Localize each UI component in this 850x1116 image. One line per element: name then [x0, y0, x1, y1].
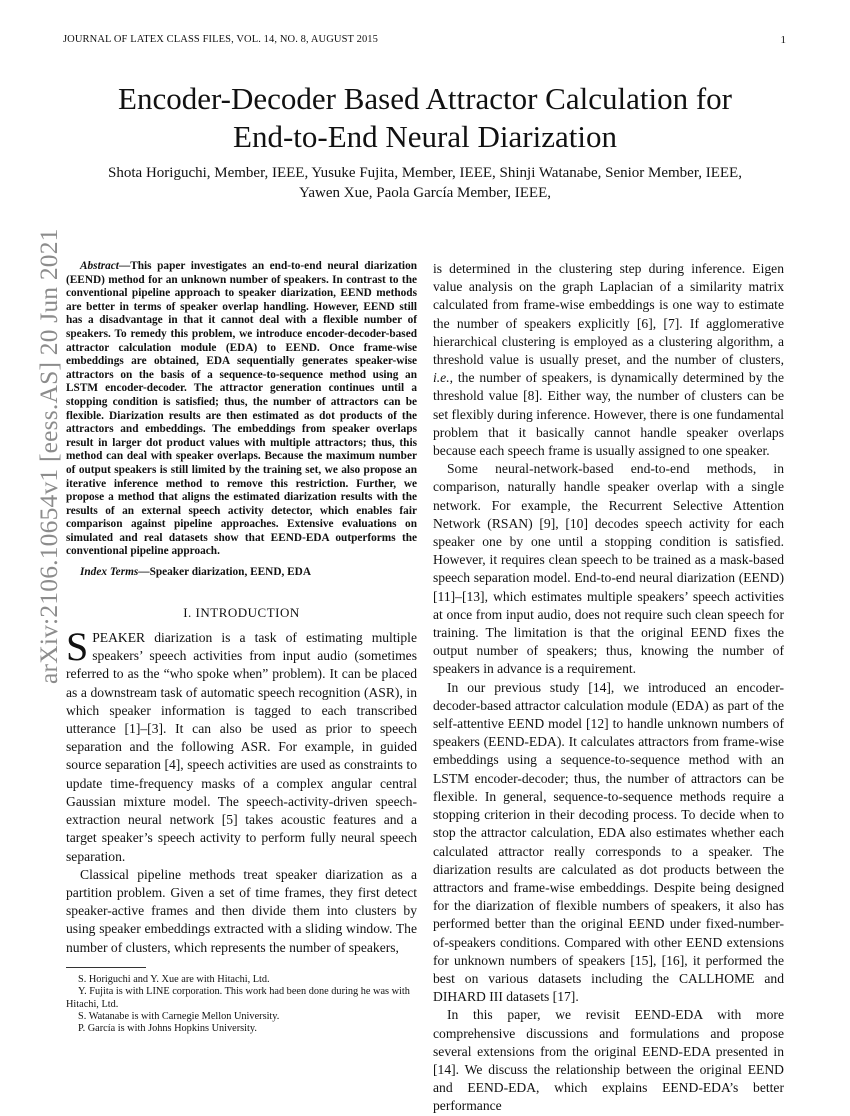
page-number: 1 [780, 34, 786, 46]
intro-paragraph-3: Some neural-network-based end-to-end methods, in comparison, naturally handle speaker overlap with a single network. For example, the Recurrent Selective Attention Network (RSAN) [9], [10] decodes speech activity for each speaker one by one until a stopping condition is satisfied. However, it requires clean speech to be trained as a mask-based speech separation model. End-to-end neural diarization (EEND) [11]–[13], which estimates multiple speakers’ speech activities at once from input audio, does not require such clean speech for training. The limitation is that the original EEND fixes the output number of speakers; thus, knowing the number of speakers in advance is a requirement. [433, 461, 784, 677]
arxiv-identifier-stamp [34, 228, 66, 684]
left-column [66, 260, 417, 1036]
authors-line-2: Yawen Xue, Paola García Member, IEEE, [299, 185, 551, 201]
paragraph-text: , the number of speakers, is dynamically determined by the threshold value [8]. Either way, the number of clusters can be set flexibly during inference. However, there is one fundamental problem that it basically cannot handle speaker overlaps because each speech frame is usually assigned to one speaker. [433, 370, 784, 459]
footnote-affiliation: Y. Fujita is with LINE corporation. This work had been done during he was with Hitachi, Ltd. [66, 986, 410, 1010]
author-list [60, 163, 790, 203]
section-heading-introduction: I. INTRODUCTION [183, 605, 300, 621]
footnotes [66, 974, 417, 1036]
footnote-affiliation: S. Horiguchi and Y. Xue are with Hitachi, Ltd. [78, 973, 270, 985]
authors-line-1: Shota Horiguchi, Member, IEEE, Yusuke Fujita, Member, IEEE, Shinji Watanabe, Senior Member, IEEE, [108, 165, 742, 181]
intro-paragraph-2: Classical pipeline methods treat speaker diarization as a partition problem. Given a set of time frames, they first detect speaker-active frames and then divide them into clusters by using speaker embeddings extracted with a sliding window. The number of clusters, which represents the number of speakers, [66, 866, 417, 955]
intro-paragraph-4: In our previous study [14], we introduced an encoder-decoder-based attractor calculation module (EDA) as part of the self-attentive EEND model [12] to handle unknown numbers of speakers (EEND-EDA). It calculates attractors from frame-wise embeddings using a sequence-to-sequence method with an LSTM encoder-decoder; thus, the number of attractors can be flexible. In general, sequence-to-sequence methods require a stopping criterion in their decoding process. To decide when to stop the attractor calculation, EDA also estimates whether each calculated attractor really corresponds to a speaker. The diarization results are calculated as dot products between the attractors and frame-wise embeddings. Despite being designed for the diarization of flexible numbers of speakers, it also has performed better than the original EEND under fixed-number-of-speakers conditions. Compared with other EEND extensions for unknown numbers of speakers [15], [16], it performed the best on various datasets including the CALLHOME and DIHARD III datasets [17]. [433, 679, 784, 1005]
index-terms-text: —Speaker diarization, EEND, EDA [138, 566, 311, 579]
intro-paragraph-5: In this paper, we revisit EEND-EDA with more comprehensive discussions and formulations and propose several extensions from the original EEND-EDA presented in [14]. We discuss the relationship between the original EEND and EEND-EDA, which explains EEND-EDA’s better performance [433, 1007, 784, 1114]
footnote-divider [66, 967, 146, 968]
abstract [66, 260, 417, 559]
index-terms [66, 565, 417, 579]
title-line-2: End-to-End Neural Diarization [233, 119, 617, 154]
right-column [433, 260, 784, 1116]
abstract-label: Abstract [80, 260, 119, 272]
italic-abbreviation: i.e. [433, 370, 450, 386]
intro-paragraph-1 [66, 624, 417, 866]
footnote-affiliation: S. Watanabe is with Carnegie Mellon University. [78, 1010, 280, 1022]
abstract-text: —This paper investigates an end-to-end neural diarization (EEND) method for an unknown number of speakers. In contrast to the conventional pipeline approach to speaker diarization, EEND methods are better in terms of speaker overlap handling. However, EEND still has a disadvantage in that it cannot deal with a flexible number of speakers. To remedy this problem, we introduce encoder-decoder-based attractor calculation module (EDA) to EEND. Once frame-wise embeddings are obtained, EDA sequentially generates speaker-wise attractors on the basis of a sequence-to-sequence method using an LSTM encoder-decoder. The attractor generation continues until a stopping condition is satisfied; thus, the number of attractors can be flexible. Diarization results are then estimated as dot products of the attractors and embeddings. The embeddings from speaker overlaps result in larger dot product values with multiple attractors; thus, this method can deal with speaker overlaps. Because the maximum number of output speakers is still limited by the training set, we also propose an iterative inference method to remove this restriction. Further, we propose a method that aligns the estimated diarization results with the results of an external speech activity detector, which enables fair comparison against pipeline approaches. Extensive evaluations on simulated and real datasets show that EEND-EDA outperforms the conventional pipeline approach. [66, 260, 417, 558]
drop-cap: S [66, 624, 89, 670]
paragraph-text: is determined in the clustering step during inference. Eigen value analysis on the graph Laplacian of a similarity matrix calculated from frame-wise embeddings is one way to estimate the number of speakers explicitly [6], [7]. If agglomerative hierarchical clustering is employed as a clustering algorithm, a threshold value is usually preset, and the number of clusters, [433, 261, 784, 368]
arxiv-identifier-text: arXiv:2106.10654v1 [eess.AS] 20 Jun 2021 [34, 228, 63, 684]
intro-paragraph-1-text: PEAKER diarization is a task of estimating multiple speakers’ speech activities from input audio (sometimes referred to as the “who spoke when” problem). It can be placed as a downstream task of automatic speech recognition (ASR), in which speaker information is tagged to each transcribed utterance [1]–[3]. It can also be used as prior to speech separation and the following ASR. For example, in guided source separation [4], speech activities are used as constraints to update time-frequency masks of a complex angular central Gaussian mixture model. The speech-activity-driven speech-extraction neural network [5] takes acoustic features and a target speaker’s speech activity to perform fully neural speech separation. [66, 630, 417, 864]
running-header: JOURNAL OF LATEX CLASS FILES, VOL. 14, NO. 8, AUGUST 2015 [63, 34, 378, 45]
footnote-affiliation: P. García is with Johns Hopkins University. [78, 1023, 257, 1035]
title-line-1: Encoder-Decoder Based Attractor Calculation for [118, 81, 732, 116]
paper-title [0, 80, 850, 156]
intro-paragraph-2-continued [433, 260, 784, 460]
index-terms-label: Index Terms [80, 566, 139, 579]
